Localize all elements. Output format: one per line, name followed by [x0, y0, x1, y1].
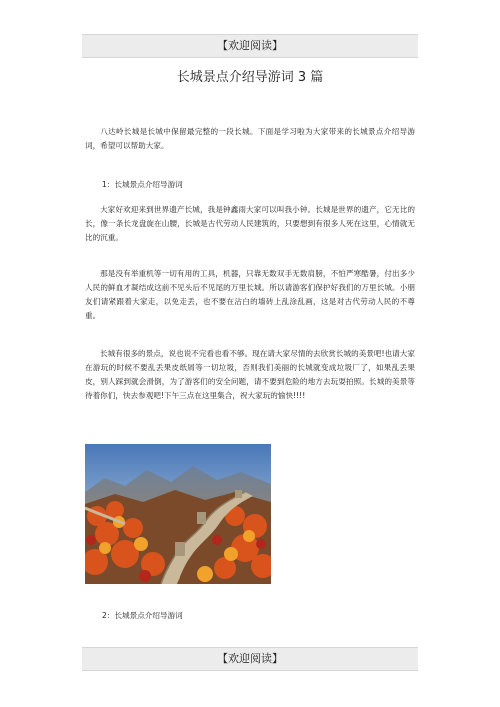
section-1-heading: 1：长城景点介绍导游词 — [102, 180, 183, 189]
section-1-paragraph-3 — [85, 347, 415, 403]
section-1-paragraph-1 — [85, 203, 415, 245]
intro-paragraph — [85, 125, 415, 153]
paragraph-text: 大家好欢迎来到世界遗产长城，我是钟鑫雨大家可以叫我小钟。长城是世界的遗产，它无比的长，像一条长龙盘旋在山腰，长城是古代劳动人民建筑的，只要想到有很多人死在这里，心情就无比的沉重。 — [85, 205, 415, 242]
section-1-paragraph-2 — [85, 267, 415, 323]
great-wall-photo — [85, 444, 271, 584]
paragraph-text: 长城有很多的景点，说也说不完看也看不够。现在请大家尽情的去欣赏长城的美景吧!也请大家在游玩的时候不要乱丢果皮纸屑等一切垃圾，否则我们美丽的长城就变成垃圾厂了，如果乱丢果皮，别人踩到就会滑倒，为了游客们的安全问题，请不要到危险的地方去玩耍拍照。长城的美景等待着你们，快去参观吧!下午三点在这里集合，祝大家玩的愉快!!!! — [85, 349, 415, 400]
top-banner: 【欢迎阅读】 — [82, 34, 418, 58]
bottom-banner: 【欢迎阅读】 — [82, 647, 418, 671]
document-title: 长城景点介绍导游词 3 篇 — [176, 70, 324, 85]
intro-text: 八达岭长城是长城中保留最完整的一段长城。下面是学习啦为大家带来的长城景点介绍导游词，希望可以帮助大家。 — [85, 127, 415, 150]
section-2-heading: 2：长城景点介绍导游词 — [102, 611, 183, 620]
paragraph-text: 那是没有举重机等一切有用的工具，机器，只靠无数双手无数肩膀，不怕严寒酷暑，付出多少人民的鲜血才凝结成这前不见头后不见尾的万里长城。所以请游客们保护好我们的万里长城。小朋友们请紧跟着大家走，以免走丢，也不要在沾白的墙砖上乱涂乱画，这是对古代劳动人民的不尊重。 — [85, 269, 415, 320]
